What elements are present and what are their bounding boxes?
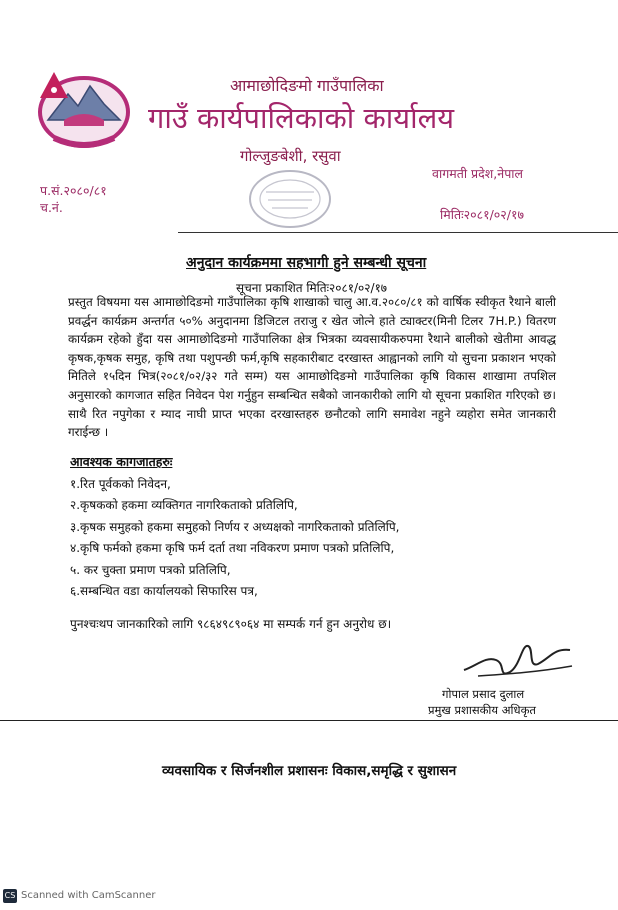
signatory-name: गोपाल प्रसाद दुलाल <box>442 687 525 701</box>
signatory-title: प्रमुख प्रशासकीय अधिकृत <box>428 703 536 717</box>
footer-slogan: व्यवसायिक र सिर्जनशील प्रशासनः विकास,समृद्धि र सुशासन <box>162 763 457 779</box>
notice-subject: अनुदान कार्यक्रममा सहभागी हुने सम्बन्धी सूचना <box>186 255 427 271</box>
dispatch-number: च.नं. <box>40 200 63 215</box>
contact-note: पुनश्चःथप जानकारिको लागि ९८६४९८९०६४ मा सम्पर्क गर्न हुन अनुरोध छ। <box>70 617 392 631</box>
scanner-watermark: Scanned with CamScanner <box>21 890 156 901</box>
list-item: ३.कृषक समुहको हकमा समुहको निर्णय र अध्यक्षको नागरिकताको प्रतिलिपि, <box>70 519 400 534</box>
nepal-emblem-icon <box>34 68 134 150</box>
handwritten-signature <box>458 626 578 686</box>
list-item: २.कृषकको हकमा व्यक्तिगत नागरिकताको प्रतिलिपि, <box>70 498 298 513</box>
camscanner-logo-icon: CS <box>3 889 17 903</box>
list-item: ५. कर चुक्ता प्रमाण पत्रको प्रतिलिपि, <box>70 562 231 577</box>
list-item: १.रित पूर्वकको निवेदन, <box>70 477 171 491</box>
required-documents-title: आवश्यक कागजातहरुः <box>70 454 173 469</box>
list-item: ४.कृषि फर्मको हकमा कृषि फर्म दर्ता तथा नविकरण प्रमाण पत्रको प्रतिलिपि, <box>70 541 395 556</box>
reference-number: प.सं.२०८०/८१ <box>40 183 107 198</box>
list-item: ६.सम्बन्धित वडा कार्यालयको सिफारिस पत्र, <box>70 584 258 599</box>
municipality-name: आमाछोदिङमो गाउँपालिका <box>230 76 384 95</box>
footer-divider <box>0 720 618 721</box>
required-documents-list <box>70 474 399 602</box>
letter-date: मितिः२०८१/०२/१७ <box>440 207 525 222</box>
notice-body: प्रस्तुत विषयमा यस आमाछोदिङमो गाउँपालिका कृषि शाखाको चालु आ.व.२०८०/८१ को वार्षिक स्वीकृत रैथाने बाली प्रवर्द्धन कार्यक्रम अन्तर्गत ५०% अनुदानमा डिजिटल तराजु र खेत जोत्ने हाते ट्याक्टर(मिनी टिलर 7H.P.) वितरण कार्यक्रम रहेको हुँदा यस आमाछोदिङमो गाउँपालिका क्षेत्र भित्रका व्यवसायीकरुपमा रैथाने बालीको खेतीमा आवद्ध कृषक,कृषक समुह, कृषि तथा पशुपन्छी फर्म,कृषि सहकारीबाट दरखास्त आह्वानको लागि यो सुचना प्रकाशन भएको मितिले १५दिन भित्र(२०८१/०२/३२ गते सम्म) यस आमाछोदिङमो गाउँपालिका कृषि विकास शाखामा तपशिल अनुसारको कागजात सहित निवेदन पेश गर्नुहुन सम्बन्धित सबैको जानकारीको लागि यो सूचना प्रकाशित गरिएको छ। साथै रित नपुगेका र म्याद नाघी प्राप्त भएका दरखास्तहरु छनौटको लागि समावेश नहुने व्यहोरा समेत जानकारी गराईन्छ । <box>68 295 556 440</box>
header-divider <box>178 232 618 233</box>
office-address: गोल्जुङबेशी, रसुवा <box>240 147 341 165</box>
published-date: सूचना प्रकाशित मितिः२०८१/०२/१७ <box>236 281 388 295</box>
office-name: गाउँ कार्यपालिकाको कार्यालय <box>148 101 455 135</box>
province-label: वागमती प्रदेश,नेपाल <box>432 166 524 181</box>
office-stamp-icon <box>246 166 334 232</box>
